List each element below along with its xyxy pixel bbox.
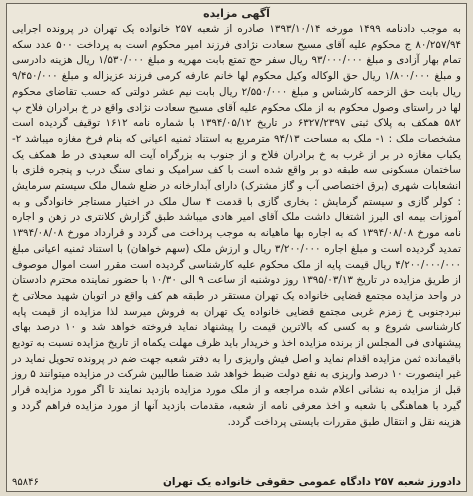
notice-footer <box>12 476 461 488</box>
notice-title: آگهی مزایده <box>203 7 270 20</box>
notice-code: ۹۵۸۴۶ <box>12 476 39 488</box>
notice-signature: دادورز شعبه ۲۵۷ دادگاه عمومی حقوقی خانواده یک تهران <box>162 476 461 488</box>
notice-body: به موجب دادنامه ۱۴۹۹ مورخه ۱۳۹۳/۱۰/۱۴ صادره از شعبه ۲۵۷ خانواده یک تهران در پرونده اجرایی ۸۰/۲۵۷/۹۴ ج محکوم علیه آقای مسیح سعادت نژادی فرزند امیر محکوم است به پرداخت ۵۰۰ عدد سکه تمام بهار آزادی و مبلغ ۹۳/۰۰۰/۰۰۰ ریال سفر حج تمتع بابت مهریه و مبلغ ۱/۵۳۰/۰۰۰ ریال هزینه دادرسی و مبلغ ۱/۸۰۰/۰۰۰ ریال حق الوکاله وکیل محکوم لها خانم عارفه کرمی فرزند عزیزاله و مبلغ ۹/۴۵۰/۰۰۰ ریال بابت حق الزحمه کارشناس و مبلغ ۲/۵۵۰/۰۰۰ ریال بابت نیم عشر دولتی که حسب تقاضای محکوم لها در راستای وصول محکوم به از ملک محکوم علیه آقای مسیح سعادت نژادی واقع در خ برادران فلاح پ ۵۸۲ همکف به پلاک ثبتی ۶۳۲۷/۲۳۹۷ در تاریخ ۱۳۹۴/۰۵/۱۲ با شماره نامه ۱۶۱۲ توقیف گردیده است مشخصات ملک : ۱- ملک به مساحت ۹۴/۱۳ مترمربع به استناد ثمنیه اعیانی که بنام فرخ مغازه میباشد ۲- یکباب مغازه در بر از غرب به خ برادران فلاح و از جنوب به بزرگراه آیت اله سعیدی در ط همکف یک ساختمان مسکونی سه طبقه دو بر واقع شده است با کف سرامیک و نمای سنگ درب و پنجره فلزی با انشعابات شهری (برق اختصاصی آب و گاز مشترک) دارای آبدارخانه در ضلع شمال ملک سیستم سرمایش : کولر گازی و سیستم گرمایش : بخاری گازی با قدمت ۴ سال ملک در اختیار مستاجر خانوادگی و به آموزات بیمه ای البرز اشتغال داشت ملک آقای امیر هادی میباشد طبق گزارش کلانتری در زهن و اجاره نامه مورخ ۱۳۹۴/۰۸/۰۸ که به اجاره بها ماهیانه به موجب پرداخت می گردد و قرارداد مورخ ۱۳۹۴/۰۸/۰۸ تمدید گردیده است و مبلغ اجاره ۳/۲۰۰/۰۰۰ ریال و ارزش ملک (سهم خواهان) با استناد ثمنیه اعیانی مبلغ ۴/۲۰۰/۰۰۰/۰۰۰ ریال قیمت پایه از ملک محکوم علیه کارشناسی گردیده است مقرر است اموال موصوف از طریق مزایده در تاریخ ۱۳۹۵/۰۳/۱۳ روز دوشنبه از ساعت ۹ الی ۱۰/۳۰ با حضور نماینده محترم دادستان در واحد مزایده مجتمع قضایی خانواده یک تهران مستقر در طبقه هم کف واقع در اتوبان شهید محلاتی خ نبردجنوبی خ زمزم غربی مجتمع قضایی خانواده یک تهران به فروش میرسد لذا مزایده از قیمت پایه کارشناسی شروع و به کسی که بالاترین قیمت را پیشنهاد نماید فروخته خواهد شد و ۱۰ درصد بهای پیشنهادی فی المجلس از برنده مزایده اخذ و خریدار باید ظرف مهلت یکماه از تاریخ مزایده نسبت به تودیع باقیمانده ثمن مزایده اقدام نماید و اصل فیش واریزی را به دفتر شعبه جهت ضم در پرونده تحویل نماید در غیر اینصورت ۱۰ درصد واریزی به نفع دولت ضبط خواهد شد ضمنا طالبین شرکت در مزایده میتوانند ۵ روز قبل از مزایده به نشانی اعلام شده مراجعه و از ملک مورد مزایده بازدید نمایند تا اگر مورد مزایده قرار گیرد با هماهنگی با شعبه و اخذ معرفی نامه از شعبه، مقدمات بازدید آنها از مورد مزایده فراهم گردد و هزینه نقل و انتقال طبق مقررات بایستی پرداخت گردد. <box>12 23 462 428</box>
notice-frame <box>6 3 467 492</box>
